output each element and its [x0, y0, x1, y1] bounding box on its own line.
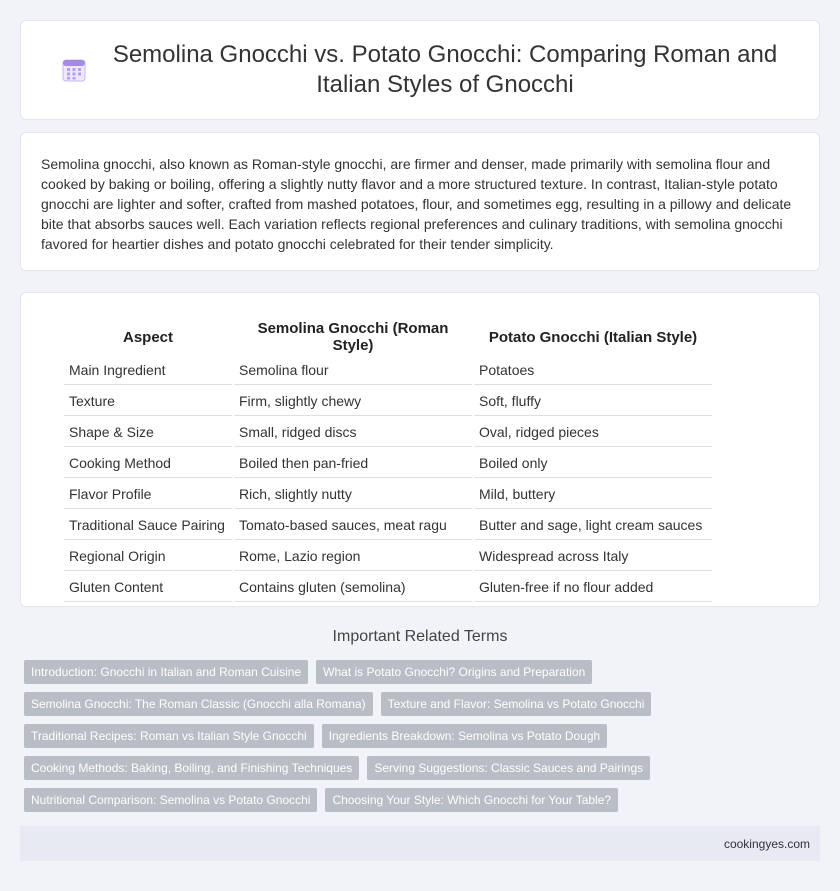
footer-site-name: cookingyes.com	[723, 837, 810, 851]
table-cell: Semolina flour	[234, 356, 472, 385]
table-row	[64, 418, 712, 447]
table-cell: Mild, buttery	[474, 480, 712, 509]
table-cell: Traditional Sauce Pairing	[64, 511, 232, 540]
related-terms-heading: Important Related Terms	[332, 628, 508, 645]
footer	[20, 826, 820, 861]
related-term-link[interactable]: Choosing Your Style: Which Gnocchi for Your Table?	[325, 788, 618, 812]
title-wrap	[21, 40, 819, 100]
related-term-link[interactable]: Cooking Methods: Baking, Boiling, and Finishing Techniques	[24, 756, 359, 780]
page-title: Semolina Gnocchi vs. Potato Gnocchi: Comparing Roman and Italian Styles of Gnocchi	[112, 41, 778, 98]
table-cell: Gluten Content	[64, 573, 232, 602]
table-cell: Small, ridged discs	[234, 418, 472, 447]
table-cell: Firm, slightly chewy	[234, 387, 472, 416]
table-row	[64, 480, 712, 509]
intro-paragraph: Semolina gnocchi, also known as Roman-style gnocchi, are firmer and denser, made primarily with semolina flour and cooked by baking or boiling, offering a slightly nutty flavor and a more structured texture. In contrast, Italian-style potato gnocchi are lighter and softer, crafted from mashed potatoes, flour, and sometimes egg, resulting in a pillowy and delicate bite that absorbs sauces well. Each variation reflects regional preferences and culinary traditions, with semolina gnocchi favored for heartier dishes and potato gnocchi celebrated for their tender simplicity.	[41, 156, 792, 252]
related-term-link[interactable]: Texture and Flavor: Semolina vs Potato Gnocchi	[381, 692, 652, 716]
related-term-link[interactable]: Nutritional Comparison: Semolina vs Potato Gnocchi	[24, 788, 317, 812]
table-cell: Contains gluten (semolina)	[234, 573, 472, 602]
table-cell: Texture	[64, 387, 232, 416]
table-cell: Butter and sage, light cream sauces	[474, 511, 712, 540]
table-row	[64, 542, 712, 571]
intro-card	[20, 132, 820, 271]
table-row	[64, 356, 712, 385]
related-term-link[interactable]: Ingredients Breakdown: Semolina vs Potato Dough	[322, 724, 608, 748]
table-cell: Potatoes	[474, 356, 712, 385]
table-cell: Oval, ridged pieces	[474, 418, 712, 447]
table-cell: Main Ingredient	[64, 356, 232, 385]
table-cell: Flavor Profile	[64, 480, 232, 509]
table-cell: Regional Origin	[64, 542, 232, 571]
table-cell: Soft, fluffy	[474, 387, 712, 416]
table-row	[64, 573, 712, 602]
comparison-table-card	[20, 292, 820, 607]
table-cell: Cooking Method	[64, 449, 232, 478]
related-terms-list	[24, 660, 824, 812]
calendar-grid-icon	[61, 57, 87, 83]
related-term-link[interactable]: Semolina Gnocchi: The Roman Classic (Gnocchi alla Romana)	[24, 692, 373, 716]
column-header-semolina: Semolina Gnocchi (Roman Style)	[257, 320, 449, 354]
related-term-link[interactable]: Introduction: Gnocchi in Italian and Roman Cuisine	[24, 660, 308, 684]
related-term-link[interactable]: Traditional Recipes: Roman vs Italian Style Gnocchi	[24, 724, 314, 748]
column-header-potato: Potato Gnocchi (Italian Style)	[488, 328, 698, 346]
table-row	[64, 511, 712, 540]
title-card	[20, 20, 820, 120]
table-cell: Widespread across Italy	[474, 542, 712, 571]
table-row	[64, 387, 712, 416]
table-header-row	[64, 315, 712, 354]
table-cell: Boiled only	[474, 449, 712, 478]
table-cell: Rich, slightly nutty	[234, 480, 472, 509]
table-cell: Shape & Size	[64, 418, 232, 447]
column-header-aspect: Aspect	[122, 328, 174, 346]
table-cell: Boiled then pan-fried	[234, 449, 472, 478]
table-cell: Tomato-based sauces, meat ragu	[234, 511, 472, 540]
comparison-table	[62, 313, 714, 604]
table-cell: Gluten-free if no flour added	[474, 573, 712, 602]
related-term-link[interactable]: Serving Suggestions: Classic Sauces and Pairings	[367, 756, 650, 780]
table-cell: Rome, Lazio region	[234, 542, 472, 571]
related-term-link[interactable]: What is Potato Gnocchi? Origins and Preparation	[316, 660, 592, 684]
table-row	[64, 449, 712, 478]
